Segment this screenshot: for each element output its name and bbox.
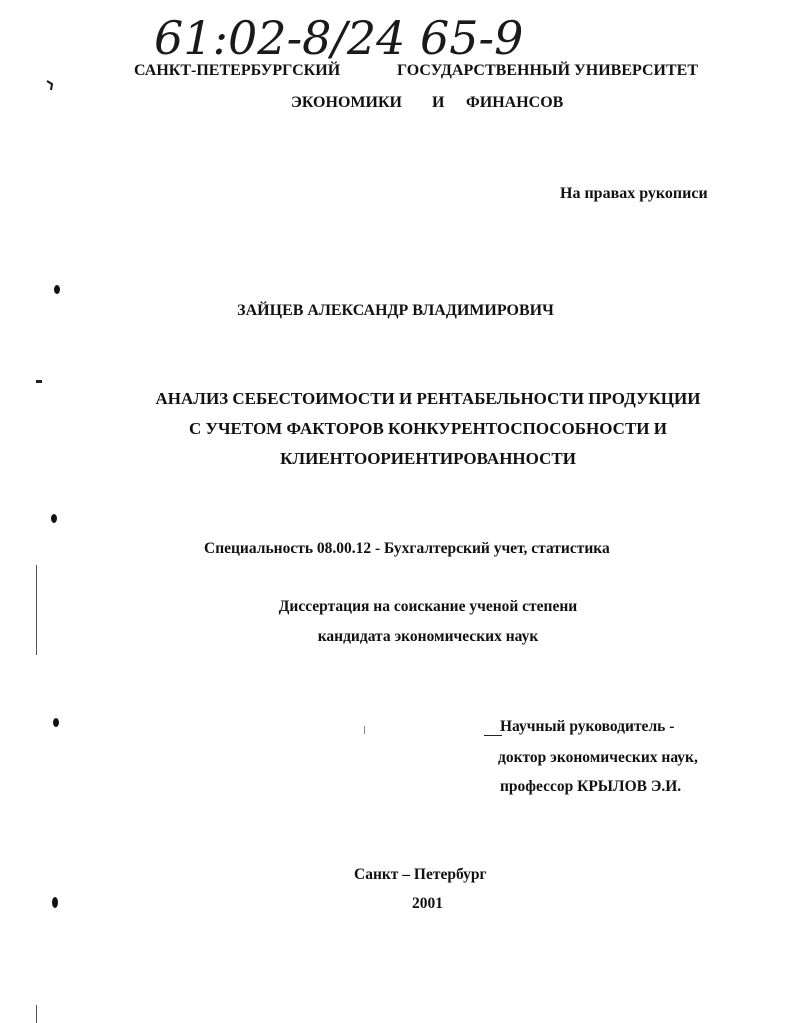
specialty-line: Специальность 08.00.12 - Бухгалтерский учет, статистика: [204, 540, 610, 557]
dissertation-title-line2: С УЧЕТОМ ФАКТОРОВ КОНКУРЕНТОСПОСОБНОСТИ И: [189, 419, 667, 438]
supervisor-line1: Научный руководитель -: [500, 718, 675, 735]
degree-line2: кандидата экономических наук: [317, 628, 539, 645]
scan-edge-line: [36, 565, 37, 655]
manuscript-rights-note: На правах рукописи: [560, 185, 708, 202]
university-name-part1: САНКТ-ПЕТЕРБУРГСКИЙ: [134, 62, 341, 79]
university-name-economics: ЭКОНОМИКИ: [291, 94, 402, 111]
university-name-and: И: [432, 94, 445, 111]
dissertation-title-line1: АНАЛИЗ СЕБЕСТОИМОСТИ И РЕНТАБЕЛЬНОСТИ ПРОДУКЦИИ: [155, 389, 701, 408]
scan-edge-line: [36, 1005, 37, 1023]
year: 2001: [412, 895, 443, 912]
handwritten-code-text: 61:02-8/24 65-9: [154, 11, 524, 64]
scan-speck: [364, 726, 365, 734]
supervisor-line3: профессор КРЫЛОВ Э.И.: [500, 778, 682, 795]
dissertation-title-line3: КЛИЕНТООРИЕНТИРОВАННОСТИ: [280, 449, 576, 468]
degree-line1: Диссертация на соискание ученой степени: [278, 598, 578, 615]
underline-mark: [484, 735, 502, 736]
author-name: ЗАЙЦЕВ АЛЕКСАНДР ВЛАДИМИРОВИЧ: [237, 302, 554, 319]
university-name-finance: ФИНАНСОВ: [466, 94, 564, 111]
university-name-part2: ГОСУДАРСТВЕННЫЙ УНИВЕРСИТЕТ: [397, 62, 698, 79]
scan-dash: [36, 380, 42, 383]
scan-dot: [52, 897, 58, 908]
scan-dot: [51, 514, 57, 523]
scan-mark-arrow: [46, 78, 56, 90]
city: Санкт – Петербург: [354, 866, 487, 883]
supervisor-line2: доктор экономических наук,: [498, 749, 698, 766]
handwritten-archive-code: [150, 6, 620, 64]
scan-dot: [53, 718, 59, 727]
scan-dot: [54, 285, 60, 294]
